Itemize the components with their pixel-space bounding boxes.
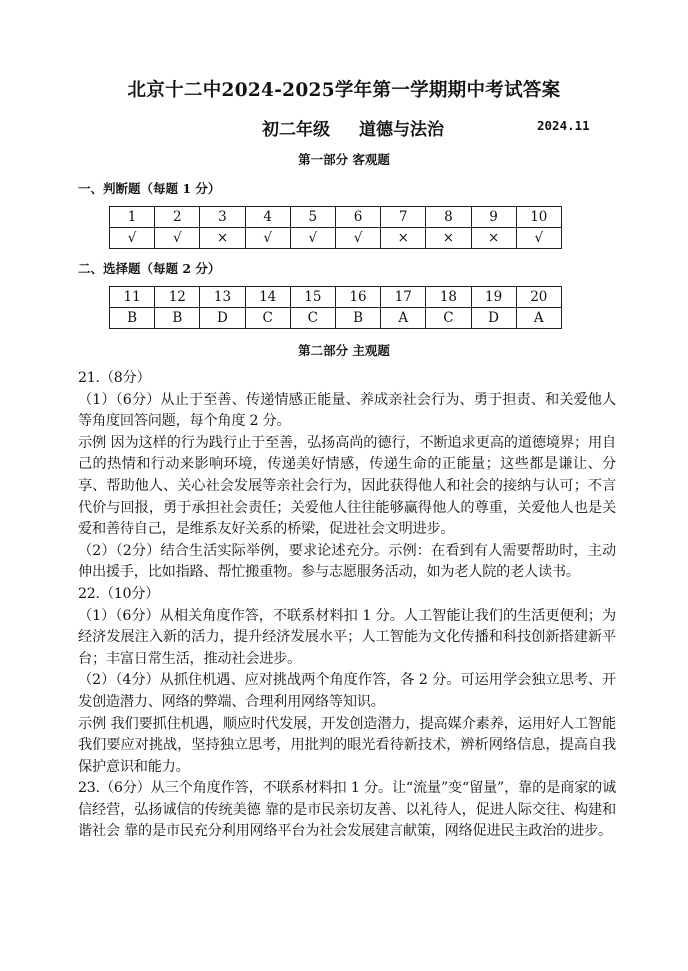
table-cell: 6	[335, 207, 380, 228]
table-cell: 18	[426, 287, 471, 308]
table-cell: 11	[110, 287, 155, 308]
choice-answer-row	[110, 308, 562, 329]
table-cell: C	[426, 308, 471, 329]
section-judge-title: 一、判断题（每题 1 分）	[78, 181, 221, 196]
part1-title: 第一部分 客观题	[298, 152, 390, 167]
answer-body	[78, 368, 616, 843]
q21-part2-rubric: （2）（2分）结合生活实际举例，要求论述充分。示例：在看到有人需要帮助时，主动伸出援手，比如指路、帮忙搬重物。参与志愿服务活动，如为老人院的老人读书。	[78, 542, 616, 581]
table-cell: 17	[381, 287, 426, 308]
subject-label: 道德与法治	[359, 120, 444, 140]
table-cell: B	[155, 308, 200, 329]
table-cell: √	[516, 228, 561, 249]
q22-part1-rubric: （1）（6分）从相关角度作答，不联系材料扣 1 分。人工智能让我们的生活更便利；为经济发展注入新的活力，提升经济发展水平；人工智能为文化传播和科技创新搭建新平台；丰富日常生活，推动社会进步。	[78, 607, 616, 667]
table-cell: √	[335, 228, 380, 249]
table-cell: A	[516, 308, 561, 329]
table-cell: ×	[200, 228, 245, 249]
table-cell: 5	[290, 207, 335, 228]
table-cell: D	[471, 308, 516, 329]
section-choice-title: 二、选择题（每题 2 分）	[78, 261, 221, 276]
table-cell: B	[110, 308, 155, 329]
table-cell: 16	[335, 287, 380, 308]
exam-date: 2024.11	[537, 118, 590, 133]
table-cell: ×	[381, 228, 426, 249]
table-cell: 20	[516, 287, 561, 308]
q22-part2-example: 示例 我们要抓住机遇，顺应时代发展，开发创造潜力，提高媒介素养，运用好人工智能 我们要应对挑战，坚持独立思考，用批判的眼光看待新技术，辨析网络信息，提高自我保护意识和能力。	[78, 715, 616, 775]
subtitle-row	[0, 115, 688, 139]
table-cell: 10	[516, 207, 561, 228]
table-cell: √	[110, 228, 155, 249]
table-cell: A	[381, 308, 426, 329]
page-title: 北京十二中2024-2025学年第一学期期中考试答案	[127, 80, 561, 101]
table-cell: 12	[155, 287, 200, 308]
table-cell: ×	[426, 228, 471, 249]
q22-heading: 22.（10分）	[78, 585, 160, 602]
table-cell: 9	[471, 207, 516, 228]
judge-answer-table	[109, 206, 562, 249]
q21-part1-rubric: （1）（6分）从止于至善、传递情感正能量、养成亲社会行为、勇于担责、和关爱他人等角度回答问题，每个角度 2 分。	[78, 391, 616, 430]
q22-part2-rubric: （2）（4分）从抓住机遇、应对挑战两个角度作答，各 2 分。可运用学会独立思考、开发创造潜力、网络的弊端、合理利用网络等知识。	[78, 672, 616, 710]
choice-number-row	[110, 287, 562, 308]
table-cell: 8	[426, 207, 471, 228]
table-cell: 1	[110, 207, 155, 228]
table-cell: C	[290, 308, 335, 329]
q21-part1-example: 示例 因为这样的行为践行止于至善，弘扬高尚的德行，不断追求更高的道德境界；用自己的热情和行动来影响环境，传递美好情感，传递生命的正能量；这些都是谦让、分享、帮助他人、关心社会发展等亲社会行为，因此获得他人和社会的接纳与认可；不言代价与回报，勇于承担社会责任；关爱他人往往能够赢得他人的尊重，关爱他人也是关爱和善待自己，是维系友好关系的桥梁，促进社会文明进步。	[78, 434, 616, 538]
part2-title: 第二部分 主观题	[298, 343, 390, 358]
table-cell: 4	[245, 207, 290, 228]
table-cell: 13	[200, 287, 245, 308]
q23-rubric: 23.（6分）从三个角度作答，不联系材料扣 1 分。让“流量”变“留量”，靠的是商家的诚信经营，弘扬诚信的传统美德 靠的是市民亲切友善、以礼待人，促进人际交往、构建和谐社会 靠的是市民充分利用网络平台为社会发展建言献策，网络促进民主政治的进步。	[78, 780, 616, 840]
table-cell: 2	[155, 207, 200, 228]
table-cell: √	[245, 228, 290, 249]
table-cell: √	[155, 228, 200, 249]
table-cell: C	[245, 308, 290, 329]
table-cell: 15	[290, 287, 335, 308]
judge-answer-row	[110, 228, 562, 249]
judge-number-row	[110, 207, 562, 228]
choice-answer-table	[109, 286, 562, 329]
table-cell: √	[290, 228, 335, 249]
table-cell: D	[200, 308, 245, 329]
table-cell: 7	[381, 207, 426, 228]
table-cell: 14	[245, 287, 290, 308]
q21-heading: 21.（8分）	[78, 370, 151, 386]
table-cell: 19	[471, 287, 516, 308]
grade-label: 初二年级	[262, 120, 330, 140]
table-cell: ×	[471, 228, 516, 249]
table-cell: 3	[200, 207, 245, 228]
table-cell: B	[335, 308, 380, 329]
